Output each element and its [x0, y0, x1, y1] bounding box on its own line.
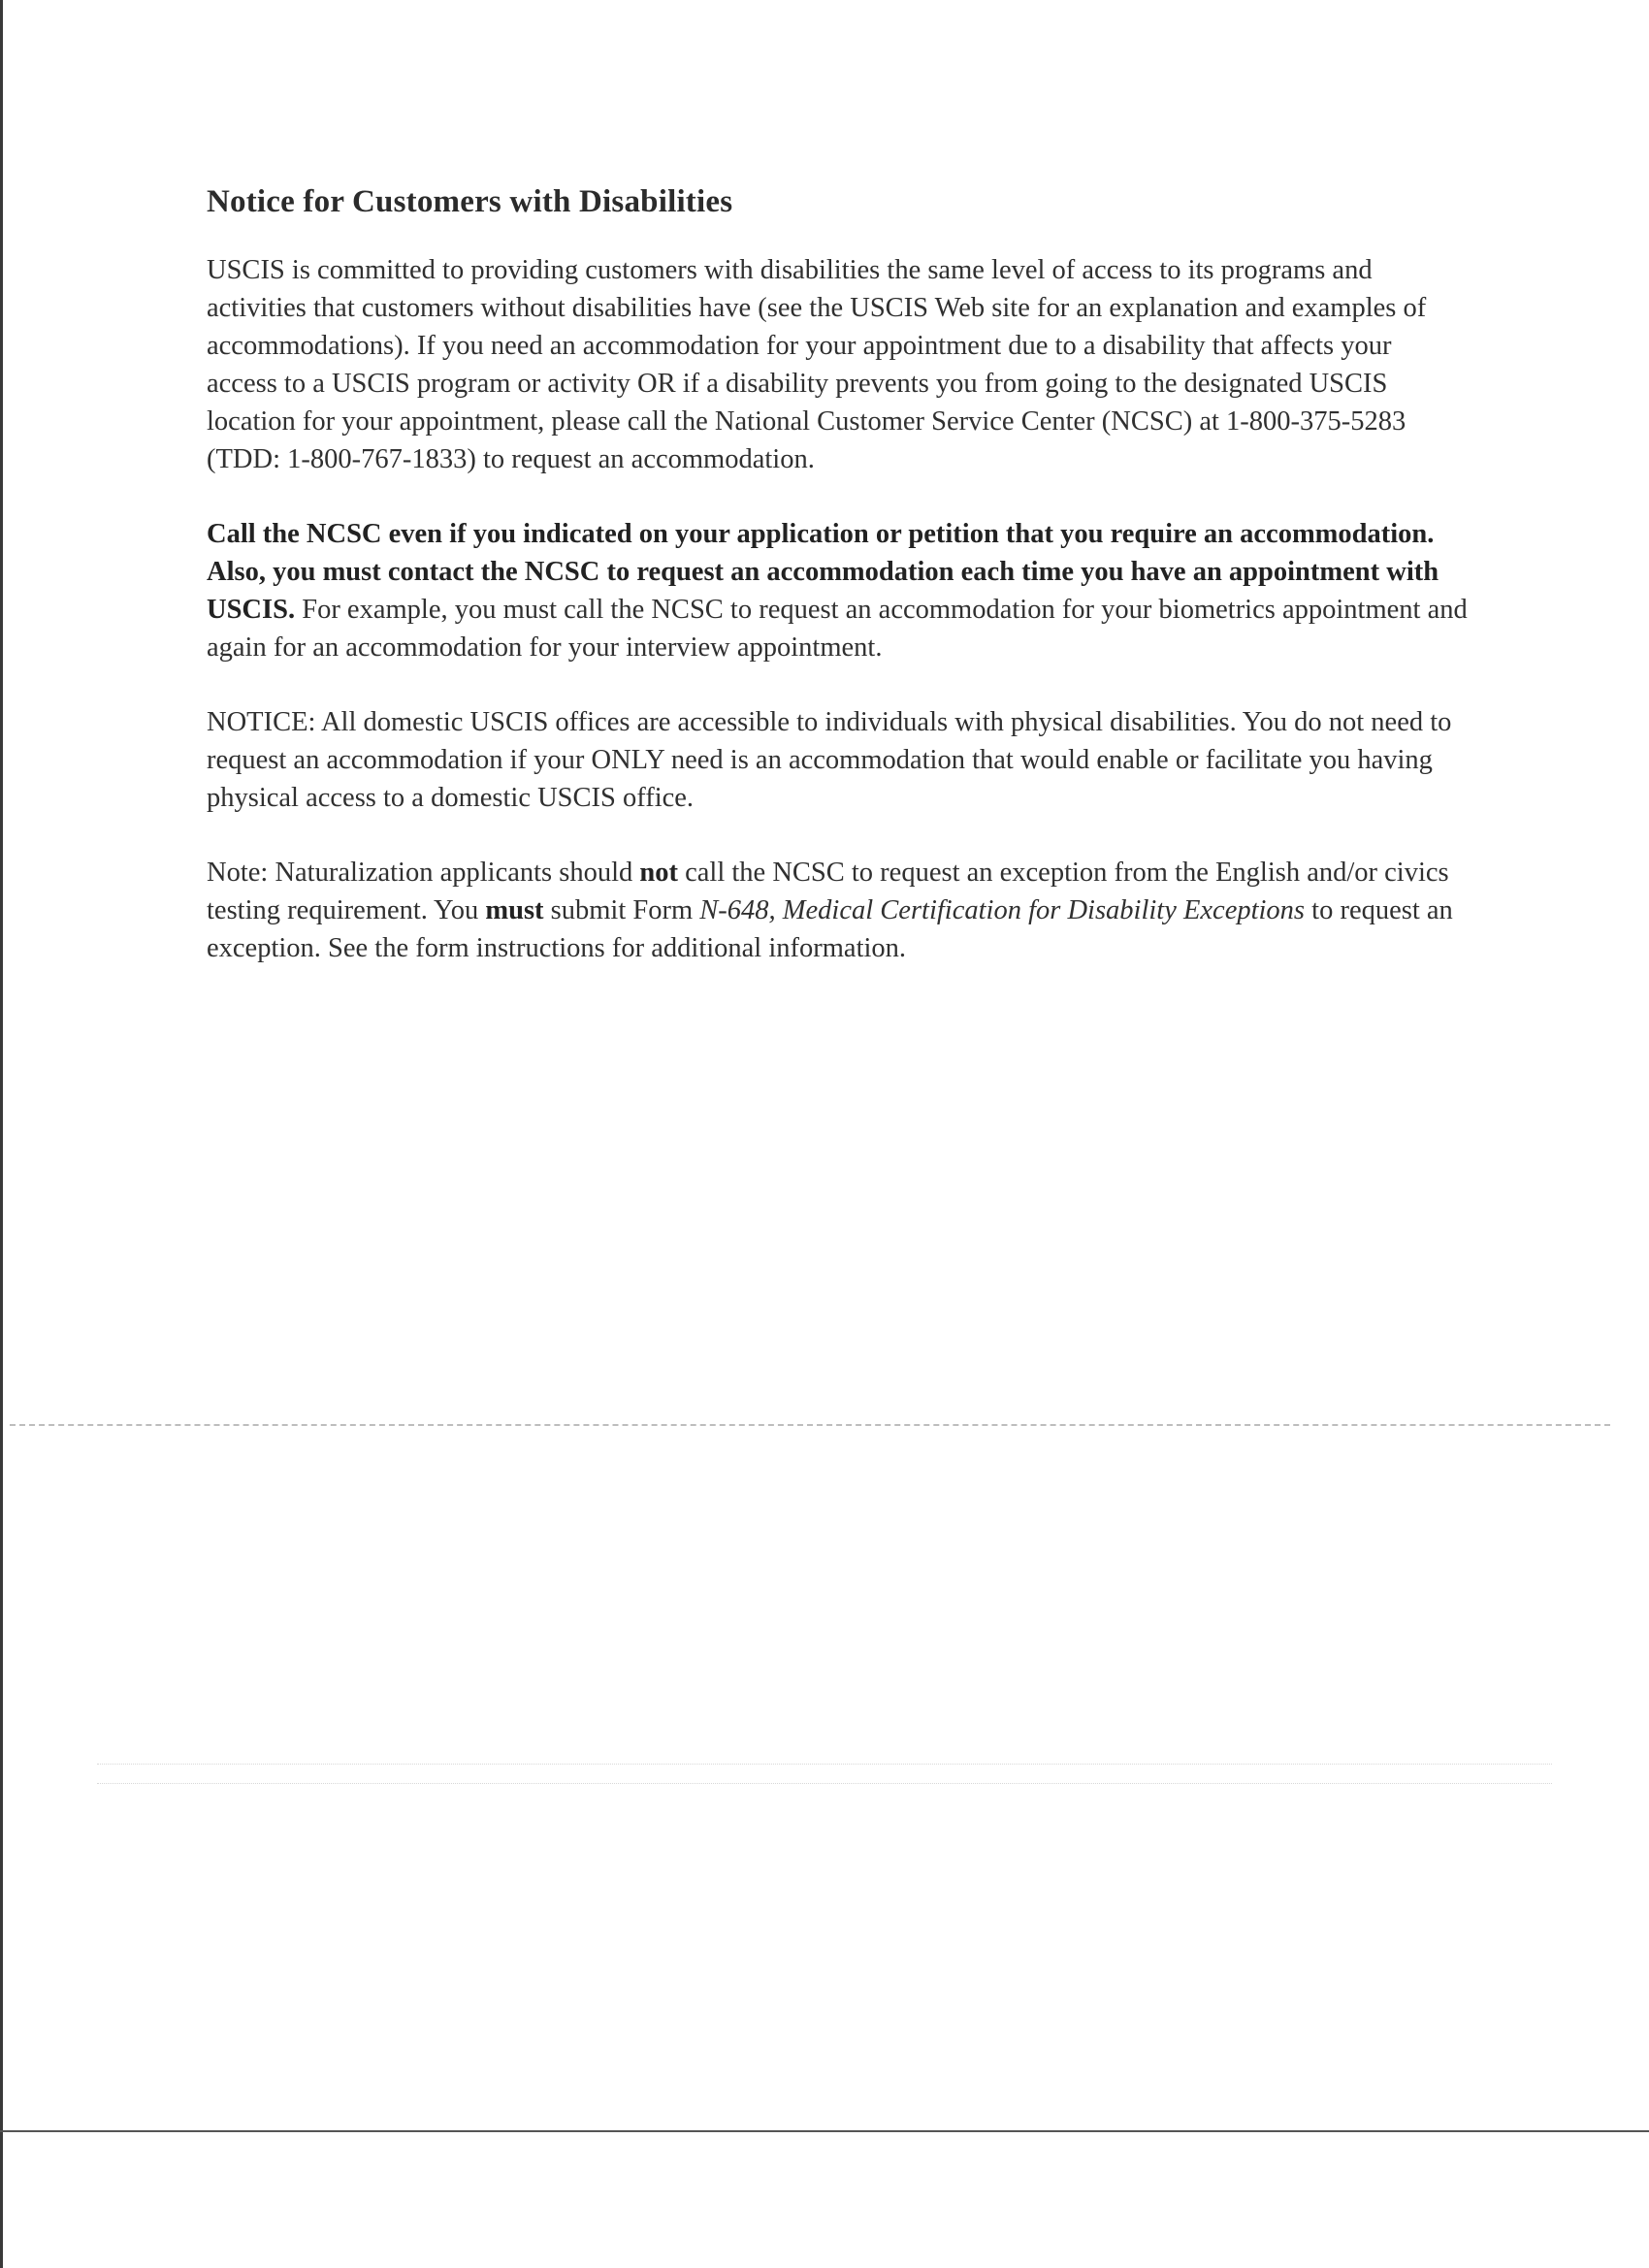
paragraph-naturalization-note — [207, 854, 1468, 967]
note-emphasis-not: not — [639, 858, 678, 888]
scan-bottom-rule — [0, 2130, 1649, 2132]
scan-left-edge — [0, 0, 3, 2268]
notice-title: Notice for Customers with Disabilities — [207, 184, 733, 219]
note-text-2: call the NCSC to request an exception from the English and/or civics testing requirement. You — [207, 858, 1449, 925]
scan-fold-line — [10, 1424, 1610, 1426]
call-ncsc-emphasis: Call the NCSC even if you indicated on your application or petition that you require an accommodation. Also, you must contact the NCSC to request an accommodation each time you have an appointment with USCIS. — [207, 519, 1439, 625]
scan-noise-line — [97, 1764, 1552, 1765]
paragraph-office-access-notice: NOTICE: All domestic USCIS offices are accessible to individuals with physical disabilities. You do not need to request an accommodation if your ONLY need is an accommodation that would enable or facilitate you having physical access to a domestic USCIS office. — [207, 707, 1452, 813]
call-ncsc-example: For example, you must call the NCSC to request an accommodation for your biometrics appointment and again for an accommodation for your interview appointment. — [207, 595, 1468, 663]
note-text-3: submit Form — [543, 895, 700, 925]
note-text-1: Note: Naturalization applicants should — [207, 858, 640, 888]
paragraph-call-ncsc — [207, 515, 1468, 666]
notice-content — [207, 184, 1468, 1004]
paragraph-commitment: USCIS is committed to providing customers with disabilities the same level of access to its programs and activities that customers without disabilities have (see the USCIS Web site for an explanation and examples of accommodations). If you need an accommodation for your appointment due to a disability that affects your access to a USCIS program or activity OR if a disability prevents you from going to the designated USCIS location for your appointment, please call the National Customer Service Center (NCSC) at 1-800-375-5283 (TDD: 1-800-767-1833) to request an accommodation. — [207, 255, 1427, 474]
scan-noise-line — [97, 1783, 1552, 1784]
note-text-4: to request an exception. See the form instructions for additional information. — [207, 895, 1453, 963]
form-n648-title: N-648, Medical Certification for Disability Exceptions — [699, 895, 1306, 925]
note-emphasis-must: must — [485, 895, 544, 925]
